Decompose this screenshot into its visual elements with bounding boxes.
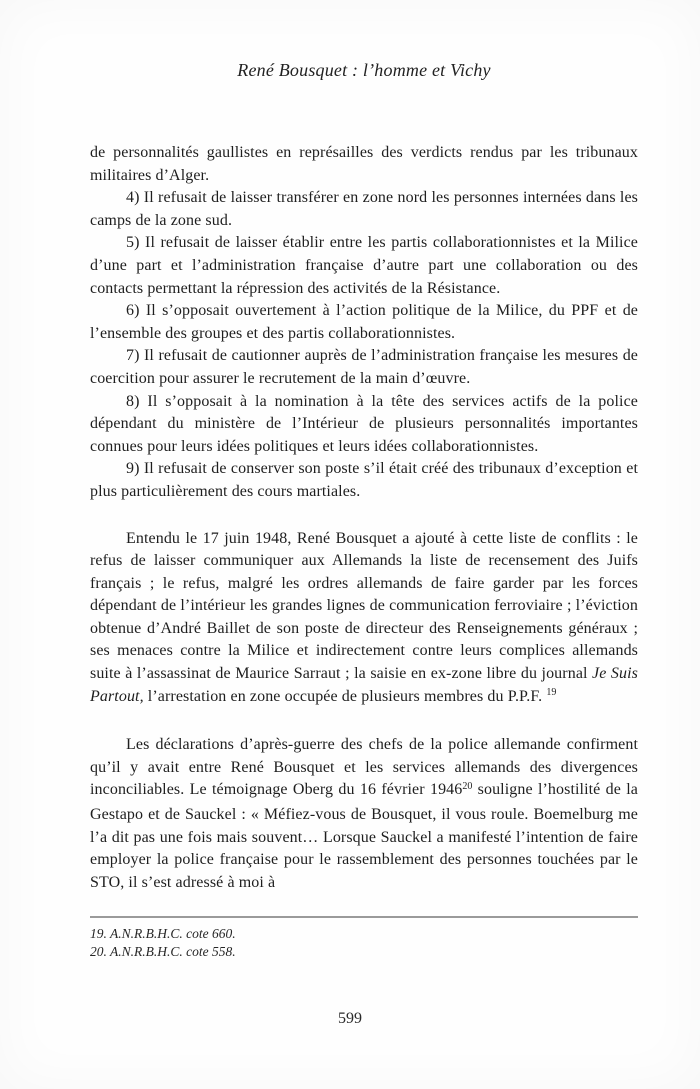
text-segment: 8) Il s’opposait à la nomination à la tête des services actifs de la police dépendant du ministère de l’Intérieur de plusieurs personnalités importantes connues pour leurs idées politiques et leurs idées collaborationnistes. bbox=[90, 392, 638, 455]
text-segment: 5) Il refusait de laisser établir entre les partis collaborationnistes et la Milice d’une part et l’administration française d’autre part une collaboration ou des contacts permettant la répression des activités de la Résistance. bbox=[90, 234, 638, 297]
text-segment: 9) Il refusait de conserver son poste s’il était créé des tribunaux d’exception et plus particulièrement des cours martiales. bbox=[90, 460, 638, 500]
paragraph bbox=[90, 734, 638, 894]
text-segment: souligne l’hostilité de la Gestapo et de Sauckel : « Méfiez-vous de Bousquet, il vous roule. Boemelburg me l’a dit pas une fois mais souvent… Lorsque Sauckel a manifesté l’intention de faire employer la police française pour le rassemblement des personnes touchées par le STO, il s’est adressé à moi à bbox=[90, 781, 638, 891]
footnote-reference: 20 bbox=[462, 780, 473, 792]
paragraph bbox=[90, 391, 638, 459]
footnote-reference: 19 bbox=[546, 687, 557, 699]
text-segment: 7) Il refusait de cautionner auprès de l’administration française les mesures de coercition pour assurer le recrutement de la main d’œuvre. bbox=[90, 347, 638, 387]
text-segment: 6) Il s’opposait ouvertement à l’action politique de la Milice, du PPF et de l’ensemble des groupes et des partis collaborationnistes. bbox=[90, 302, 638, 342]
paragraph bbox=[90, 345, 638, 390]
paragraph bbox=[90, 458, 638, 503]
paragraph bbox=[90, 528, 638, 711]
text-segment: Entendu le 17 juin 1948, René Bousquet a ajouté à cette liste de conflits : le refus de laisser communiquer aux Allemands la liste de recensement des Juifs français ; le refus, malgré les ordres allemands de faire garder par les forces dépendant de l’intérieur les grandes lignes de communication ferroviaire ; l’éviction obtenue d’André Baillet de son poste de directeur des Renseignements généraux ; ses menaces contre la Milice et indirectement contre leurs complices allemands suite à l’assassinat de Maurice Sarraut ; la saisie en ex-zone libre du journal bbox=[90, 529, 638, 683]
paragraph bbox=[90, 187, 638, 232]
footnote: 19. A.N.R.B.H.C. cote 660. bbox=[90, 926, 236, 941]
text-segment: Je Suis Partout, bbox=[90, 665, 639, 705]
text-segment: 4) Il refusait de laisser transférer en zone nord les personnes internées dans les camps de la zone sud. bbox=[90, 189, 638, 229]
footnote-separator bbox=[90, 916, 638, 918]
running-head-title: René Bousquet : l’homme et Vichy bbox=[237, 60, 491, 80]
text-segment: l’arrestation en zone occupée de plusieurs membres du P.P.F. bbox=[143, 687, 547, 705]
page-number: 599 bbox=[338, 1010, 362, 1027]
paragraph bbox=[90, 142, 638, 187]
paragraph bbox=[90, 232, 638, 300]
paragraph bbox=[90, 300, 638, 345]
text-segment: Les déclarations d’après-guerre des chefs de la police allemande confirment qu’il y avait entre René Bousquet et les services allemands des divergences inconciliables. Le témoignage Oberg du 16 février 1946 bbox=[90, 736, 638, 799]
footnotes bbox=[90, 925, 638, 960]
body-text bbox=[90, 142, 638, 908]
footnote: 20. A.N.R.B.H.C. cote 558. bbox=[90, 943, 236, 959]
text-segment: de personnalités gaullistes en représailles des verdicts rendus par les tribunaux militaires d’Alger. bbox=[90, 144, 638, 184]
